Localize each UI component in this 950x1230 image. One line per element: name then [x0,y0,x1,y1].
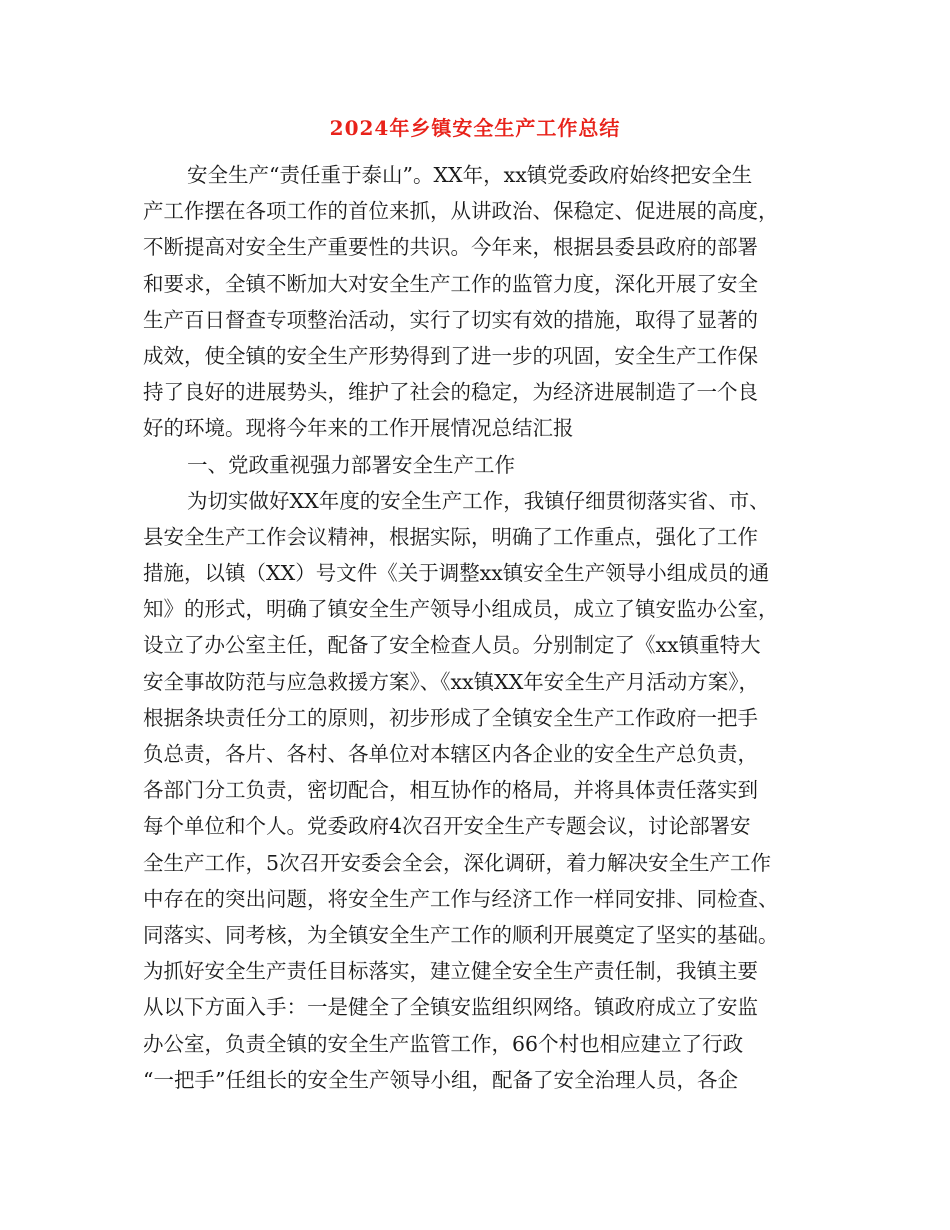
document-body [143,157,823,1098]
body-line: 负总责，各片、各村、各单位对本辖区内各企业的安全生产总负责， [143,742,758,766]
body-line: 不断提高对安全生产重要性的共识。今年来，根据县委县政府的部署 [143,235,758,260]
body-line: “一把手”任组长的安全生产领导小组，配备了安全治理人员，各企 [143,1067,738,1092]
body-line: 措施，以镇（XX）号文件《关于调整xx镇安全生产领导小组成员的通 [143,561,770,586]
body-line: 知》的形式，明确了镇安全生产领导小组成员，成立了镇安监办公室， [143,597,779,622]
body-line: 从以下方面入手：一是健全了全镇安监组织网络。镇政府成立了安监 [143,995,758,1020]
body-line: 为抓好安全生产责任目标落实，建立健全安全生产责任制，我镇主要 [143,959,758,984]
body-line: 中存在的突出问题，将安全生产工作与经济工作一样同安排、同检查、 [143,886,779,911]
body-line: 每个单位和个人。党委政府4次召开安全生产专题会议，讨论部署安 [143,814,751,839]
body-line: 各部门分工负责，密切配合，相互协作的格局，并将具体责任落实到 [143,778,758,803]
body-line: 持了良好的进展势头，维护了社会的稳定，为经济进展制造了一个良 [143,380,758,405]
body-line: 县安全生产工作会议精神，根据实际，明确了工作重点，强化了工作 [143,524,758,549]
section-heading: 一、党政重视强力部署安全生产工作 [187,452,515,477]
document-title: 2024年乡镇安全生产工作总结 [329,116,621,140]
body-line: 为切实做好XX年度的安全生产工作，我镇仔细贯彻落实省、市、 [187,488,770,513]
body-line: 成效，使全镇的安全生产形势得到了进一步的巩固，安全生产工作保 [143,343,758,368]
body-line: 全生产工作，5次召开安委会全会，深化调研，着力解决安全生产工作 [143,850,772,875]
body-line: 生产百日督查专项整治活动，实行了切实有效的措施，取得了显著的 [143,307,758,332]
body-line: 和要求，全镇不断加大对安全生产工作的监管力度，深化开展了安全 [143,271,758,296]
body-line: 同落实、同考核，为全镇安全生产工作的顺利开展奠定了坚实的基础。 [143,922,779,947]
body-line: 产工作摆在各项工作的首位来抓，从讲政治、保稳定、促进展的高度， [143,199,779,224]
body-line: 设立了办公室主任，配备了安全检查人员。分别制定了《xx镇重特大 [143,633,761,658]
body-line: 安全事故防范与应急救援方案》、《xx镇XX年安全生产月活动方案》， [143,669,760,694]
body-line: 安全生产“责任重于泰山”。XX年，xx镇党委政府始终把安全生 [187,163,753,187]
body-line: 好的环境。现将今年来的工作开展情况总结汇报 [143,416,574,441]
body-line: 根据条块责任分工的原则，初步形成了全镇安全生产工作政府一把手 [143,705,758,730]
body-line: 办公室，负责全镇的安全生产监管工作，66个村也相应建立了行政 [143,1031,744,1056]
